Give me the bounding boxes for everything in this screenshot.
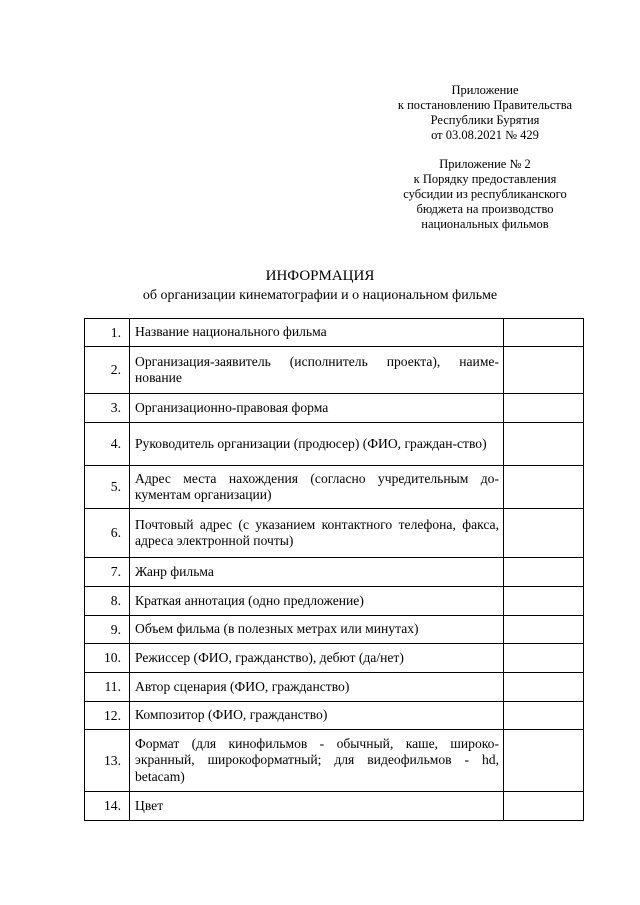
table-row xyxy=(85,644,584,673)
document-subtitle: об организации кинематографии и о национальном фильме xyxy=(142,288,498,303)
table-row xyxy=(85,587,584,616)
row-number: 10. xyxy=(85,644,130,673)
row-label: Формат (для кинофильмов - обычный, каше, широко-экранный, широкоформатный; для видеофильмов - hd, betacam) xyxy=(130,730,504,792)
row-number: 3. xyxy=(85,394,130,423)
row-value-cell xyxy=(504,394,584,423)
row-number: 2. xyxy=(85,347,130,394)
appendix-header xyxy=(380,83,590,143)
table-row xyxy=(85,730,584,792)
row-value-cell xyxy=(504,616,584,644)
row-label: Объем фильма (в полезных метрах или минутах) xyxy=(130,616,504,644)
row-label: Адрес места нахождения (согласно учредительным до-кументам организации) xyxy=(130,466,504,509)
table-row xyxy=(85,509,584,558)
row-value-cell xyxy=(504,558,584,587)
row-number: 1. xyxy=(85,319,130,347)
table-row xyxy=(85,792,584,821)
table-row xyxy=(85,394,584,423)
table-row xyxy=(85,319,584,347)
appendix-line: Приложение xyxy=(451,83,519,97)
row-label: Организационно-правовая форма xyxy=(130,394,504,423)
row-number: 6. xyxy=(85,509,130,558)
row-label: Организация-заявитель (исполнитель проекта), наиме-нование xyxy=(130,347,504,394)
row-label: Цвет xyxy=(130,792,504,821)
row-value-cell xyxy=(504,792,584,821)
row-number: 7. xyxy=(85,558,130,587)
table-row xyxy=(85,466,584,509)
row-value-cell xyxy=(504,673,584,702)
row-label: Автор сценария (ФИО, гражданство) xyxy=(130,673,504,702)
row-label: Жанр фильма xyxy=(130,558,504,587)
title-block xyxy=(0,267,640,305)
table-row xyxy=(85,702,584,730)
row-number: 5. xyxy=(85,466,130,509)
row-number: 11. xyxy=(85,673,130,702)
appendix-line: национальных фильмов xyxy=(421,217,549,231)
row-label: Почтовый адрес (с указанием контактного телефона, факса, адреса электронной почты) xyxy=(130,509,504,558)
info-table xyxy=(84,318,584,821)
row-number: 8. xyxy=(85,587,130,616)
row-value-cell xyxy=(504,319,584,347)
row-value-cell xyxy=(504,587,584,616)
row-value-cell xyxy=(504,702,584,730)
appendix-line: от 03.08.2021 № 429 xyxy=(431,128,539,142)
table-row xyxy=(85,558,584,587)
appendix-line: Приложение № 2 xyxy=(439,157,531,171)
row-label: Руководитель организации (продюсер) (ФИО, граждан-ство) xyxy=(130,423,504,466)
row-value-cell xyxy=(504,423,584,466)
row-label: Режиссер (ФИО, гражданство), дебют (да/нет) xyxy=(130,644,504,673)
row-number: 13. xyxy=(85,730,130,792)
row-value-cell xyxy=(504,509,584,558)
row-number: 4. xyxy=(85,423,130,466)
row-value-cell xyxy=(504,466,584,509)
row-label: Композитор (ФИО, гражданство) xyxy=(130,702,504,730)
row-label: Название национального фильма xyxy=(130,319,504,347)
row-number: 12. xyxy=(85,702,130,730)
table-row xyxy=(85,347,584,394)
row-number: 9. xyxy=(85,616,130,644)
appendix-line: субсидии из республиканского xyxy=(403,187,567,201)
appendix-line: бюджета на производство xyxy=(416,202,554,216)
appendix-line: Республики Бурятия xyxy=(430,113,540,127)
row-value-cell xyxy=(504,347,584,394)
row-number: 14. xyxy=(85,792,130,821)
document-title: ИНФОРМАЦИЯ xyxy=(265,268,375,284)
row-label: Краткая аннотация (одно предложение) xyxy=(130,587,504,616)
appendix-2-header xyxy=(380,157,590,232)
row-value-cell xyxy=(504,730,584,792)
row-value-cell xyxy=(504,644,584,673)
table-row xyxy=(85,673,584,702)
table-row xyxy=(85,616,584,644)
appendix-line: к Порядку предоставления xyxy=(413,172,557,186)
appendix-line: к постановлению Правительства xyxy=(397,98,573,112)
table-row xyxy=(85,423,584,466)
